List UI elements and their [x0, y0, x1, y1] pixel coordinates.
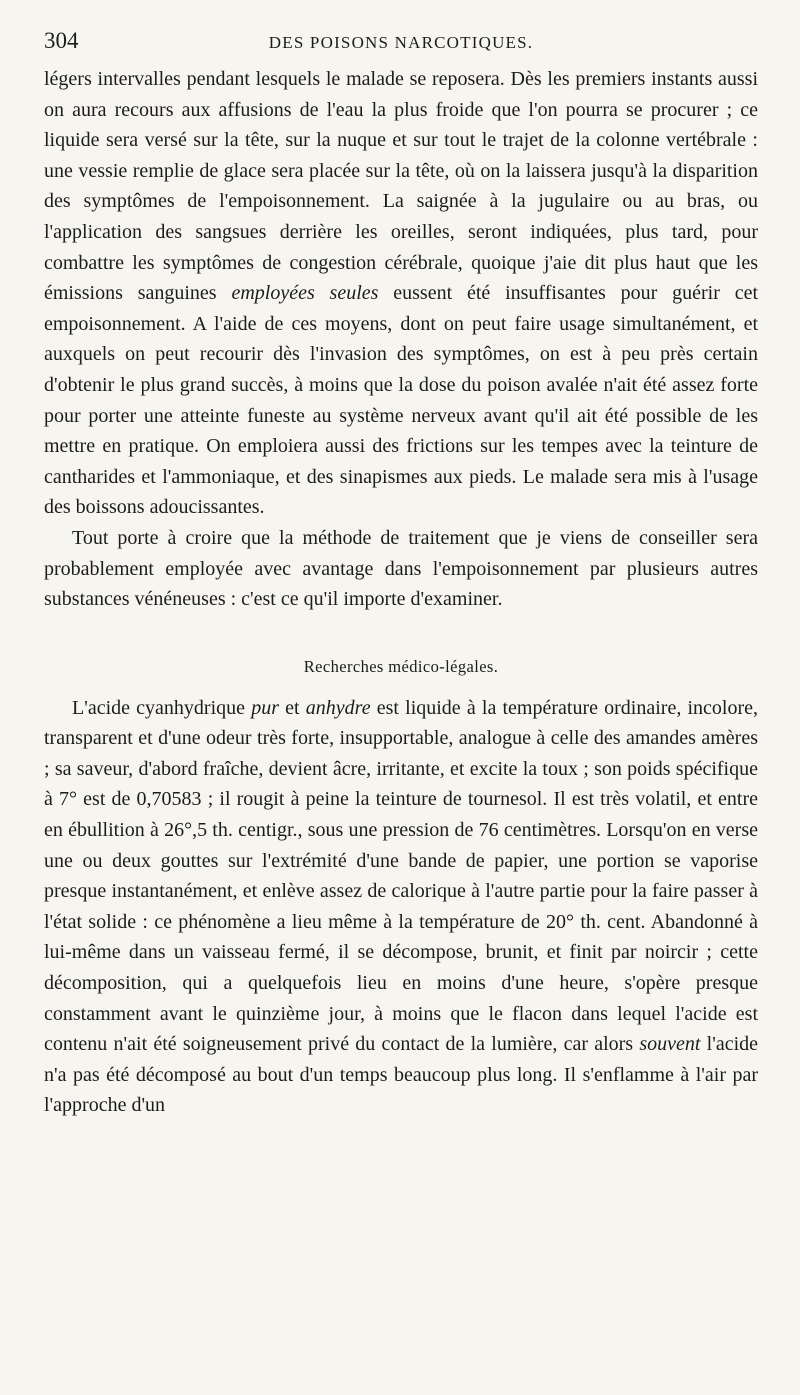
running-title: DES POISONS NARCOTIQUES.	[268, 33, 534, 52]
paragraph-acid	[44, 693, 758, 1121]
running-head	[44, 28, 758, 64]
page-number: 304	[44, 28, 79, 53]
italic-pur: pur	[251, 696, 279, 719]
paragraph-treatment-tail: eussent été insuffisantes pour guérir cet empoisonnement. A l'aide de ces moyens, dont on peut faire usage simultanément, et auxquels on peut recourir dès l'invasion des symptômes, on est à peu près certain d'obtenir le plus grand succès, à moins que la dose du poison avalée n'ait été assez forte pour porter une atteinte funeste au système nerveux avant qu'il ait été possible de les mettre en pratique. On emploiera aussi des frictions sur les tempes avec la teinture de cantharides et l'ammoniaque, et des sinapismes aux pieds. Le malade sera mis à l'usage des boissons adoucissantes.	[44, 282, 759, 519]
italic-souvent: souvent	[639, 1033, 701, 1056]
italic-anhydre: anhydre	[305, 696, 371, 719]
acid-text-d: l'acide n'a pas été décomposé au bout d'un temps beaucoup plus long. Il s'enflamme à l'air par l'approche d'un	[44, 1033, 759, 1117]
acid-text-a: L'acide cyanhydrique	[72, 696, 246, 719]
paragraph-method: Tout porte à croire que la méthode de traitement que je viens de conseiller sera probablement employée avec avantage dans l'empoisonnement par plusieurs autres substances vénéneuses : c'est ce qu'il importe d'examiner.	[44, 526, 758, 611]
paragraph-treatment-text: légers intervalles pendant lesquels le malade se reposera. Dès les premiers instants aussi on aura recours aux affusions de l'eau la plus froide que l'on pourra se procurer ; ce liquide sera versé sur la tête, sur la nuque et sur tout le trajet de la colonne vertébrale : une vessie remplie de glace sera placée sur la tête, où on la laissera jusqu'à la disparition des symptômes de l'empoisonnement. La saignée à la jugulaire ou au bras, ou l'application des sangsues derrière les oreilles, seront indiquées, plus tard, pour combattre les symptômes de congestion cérébrale, quoique j'aie dit plus haut que les émissions sanguines	[44, 68, 758, 305]
acid-text-b: et	[285, 696, 300, 719]
italic-phrase: employées seules	[231, 282, 379, 305]
paragraph-treatment	[44, 64, 758, 523]
acid-text-c: est liquide à la température ordinaire, incolore, transparent et d'une odeur très forte, insupportable, analogue à celle des amandes amères ; sa saveur, d'abord fraîche, devient âcre, irritante, et excite la toux ; son poids spécifique à 7° est de 0,70583 ; il rougit à peine la teinture de tournesol. Il est très volatil, et entre en ébullition à 26°,5 th. centigr., sous une pression de 76 centimètres. Lorsqu'on en verse une ou deux gouttes sur l'extrémité d'une bande de papier, une portion se vaporise presque instantanément, et enlève assez de calorique à l'autre partie pour la faire passer à l'état solide : ce phénomène a lieu même à la température de 20° th. cent. Abandonné à lui-même dans un vaisseau fermé, il se décompose, brunit, et finit par noircir ; cette décomposition, qui a quelquefois lieu en moins d'une heure, s'opère presque constamment avant le quinzième jour, à moins que le flacon dans lequel l'acide est contenu n'ait été soigneusement privé du contact de la lumière, car alors	[44, 696, 759, 1056]
book-page	[44, 28, 758, 1121]
section-title: Recherches médico-légales.	[303, 656, 499, 676]
